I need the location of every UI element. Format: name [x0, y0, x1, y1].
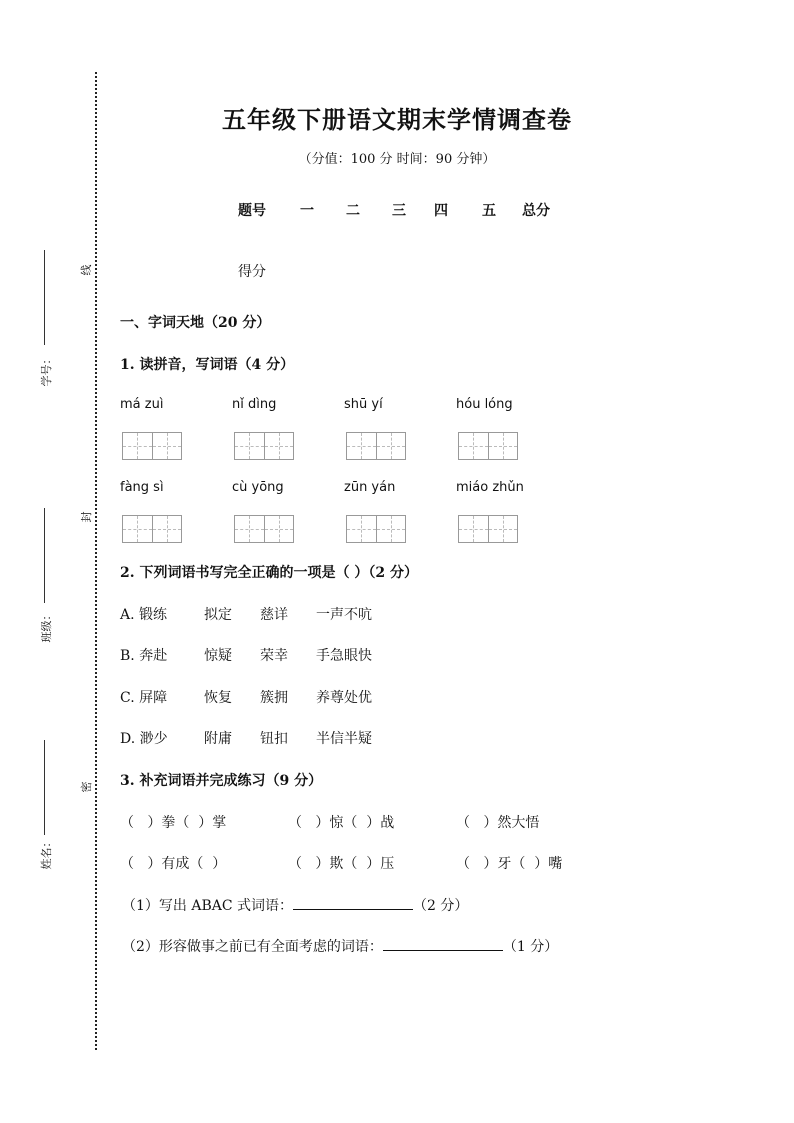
option-word: 半信半疑 — [316, 731, 372, 747]
pinyin-label: nǐ dìng — [232, 397, 277, 412]
answer-grid[interactable] — [458, 432, 518, 460]
pinyin-label: má zuì — [120, 397, 164, 412]
score-header-cell: 五 — [482, 203, 496, 219]
idiom-blank[interactable]: （ ）然大悟 — [456, 815, 540, 831]
answer-grid[interactable] — [234, 515, 294, 543]
sub-question-2-score: （1 分） — [502, 939, 559, 955]
idiom-blank[interactable]: （ ）欺（ ）压 — [288, 856, 395, 872]
score-header-cell: 四 — [434, 203, 448, 219]
option-word: 簇拥 — [260, 690, 288, 706]
idiom-blank[interactable]: （ ）惊（ ）战 — [288, 815, 395, 831]
sub-question-2 — [122, 936, 558, 956]
binding-char-mi: 密 — [80, 781, 93, 793]
sub-question-1-score: （2 分） — [413, 898, 469, 914]
student-id-label: 学号： — [40, 353, 53, 387]
answer-grid[interactable] — [458, 515, 518, 543]
option-word: 附庸 — [204, 731, 232, 747]
sub-question-1 — [122, 895, 468, 915]
binding-char-xian: 线 — [80, 264, 93, 276]
exam-meta: （分值：100 分 时间：90 分钟） — [298, 152, 496, 167]
choice-option-c[interactable] — [120, 687, 372, 707]
idiom-blank[interactable]: （ ）拳（ ）掌 — [120, 815, 227, 831]
pinyin-label: fàng sì — [120, 480, 164, 495]
pinyin-label: hóu lóng — [456, 397, 513, 412]
name-rule — [44, 740, 45, 835]
option-word: D. 渺少 — [120, 731, 168, 747]
choice-option-b[interactable] — [120, 645, 372, 665]
idiom-blank[interactable]: （ ）有成（ ） — [120, 856, 227, 872]
page-title: 五年级下册语文期末学情调查卷 — [222, 105, 572, 134]
score-table-header — [238, 200, 562, 220]
option-word: 恢复 — [204, 690, 232, 706]
answer-grid[interactable] — [346, 515, 406, 543]
sub-question-2-prompt: （2）形容做事之前已有全面考虑的词语： — [122, 939, 383, 955]
question-1-title: 1. 读拼音，写词语（4 分） — [120, 357, 295, 373]
class-rule — [44, 508, 45, 603]
student-id-rule — [44, 250, 45, 345]
answer-grid[interactable] — [122, 515, 182, 543]
option-word: 手急眼快 — [316, 648, 372, 664]
pinyin-label: shū yí — [344, 397, 383, 412]
pinyin-label: cù yōng — [232, 480, 284, 495]
option-word: 钮扣 — [260, 731, 288, 747]
option-word: 慈详 — [260, 607, 288, 623]
binding-char-feng: 封 — [80, 511, 93, 523]
option-word: 惊疑 — [204, 648, 232, 664]
choice-option-a[interactable] — [120, 604, 372, 624]
sub-question-1-prompt: （1）写出 ABAC 式词语： — [122, 898, 294, 914]
answer-grid[interactable] — [234, 432, 294, 460]
class-label: 班级： — [40, 609, 53, 643]
answer-blank[interactable] — [293, 895, 413, 910]
option-word: 一声不吭 — [316, 607, 372, 623]
idiom-blank[interactable]: （ ）牙（ ）嘴 — [456, 856, 563, 872]
score-header-cell: 二 — [346, 203, 360, 219]
option-word: 养尊处优 — [316, 690, 372, 706]
binding-dashed-line — [95, 72, 97, 1050]
option-word: 荣幸 — [260, 648, 288, 664]
score-row-label: 得分 — [238, 264, 266, 280]
answer-grid[interactable] — [346, 432, 406, 460]
score-header-cell: 总分 — [522, 203, 550, 219]
question-2-title: 2. 下列词语书写完全正确的一项是（ ）（2 分） — [120, 565, 418, 581]
answer-grid[interactable] — [122, 432, 182, 460]
option-word: 拟定 — [204, 607, 232, 623]
score-header-cell: 题号 — [238, 203, 266, 219]
pinyin-label: zūn yán — [344, 480, 396, 495]
choice-option-d[interactable] — [120, 728, 372, 748]
option-word: B. 奔赴 — [120, 648, 168, 664]
option-word: C. 屏障 — [120, 690, 168, 706]
score-header-cell: 三 — [392, 203, 406, 219]
option-word: A. 锻练 — [120, 607, 168, 623]
answer-blank[interactable] — [383, 936, 503, 951]
name-label: 姓名： — [40, 836, 53, 870]
question-3-title: 3. 补充词语并完成练习（9 分） — [120, 773, 323, 789]
section-title: 一、字词天地（20 分） — [120, 315, 271, 331]
pinyin-label: miáo zhǔn — [456, 480, 524, 495]
score-header-cell: 一 — [300, 203, 314, 219]
